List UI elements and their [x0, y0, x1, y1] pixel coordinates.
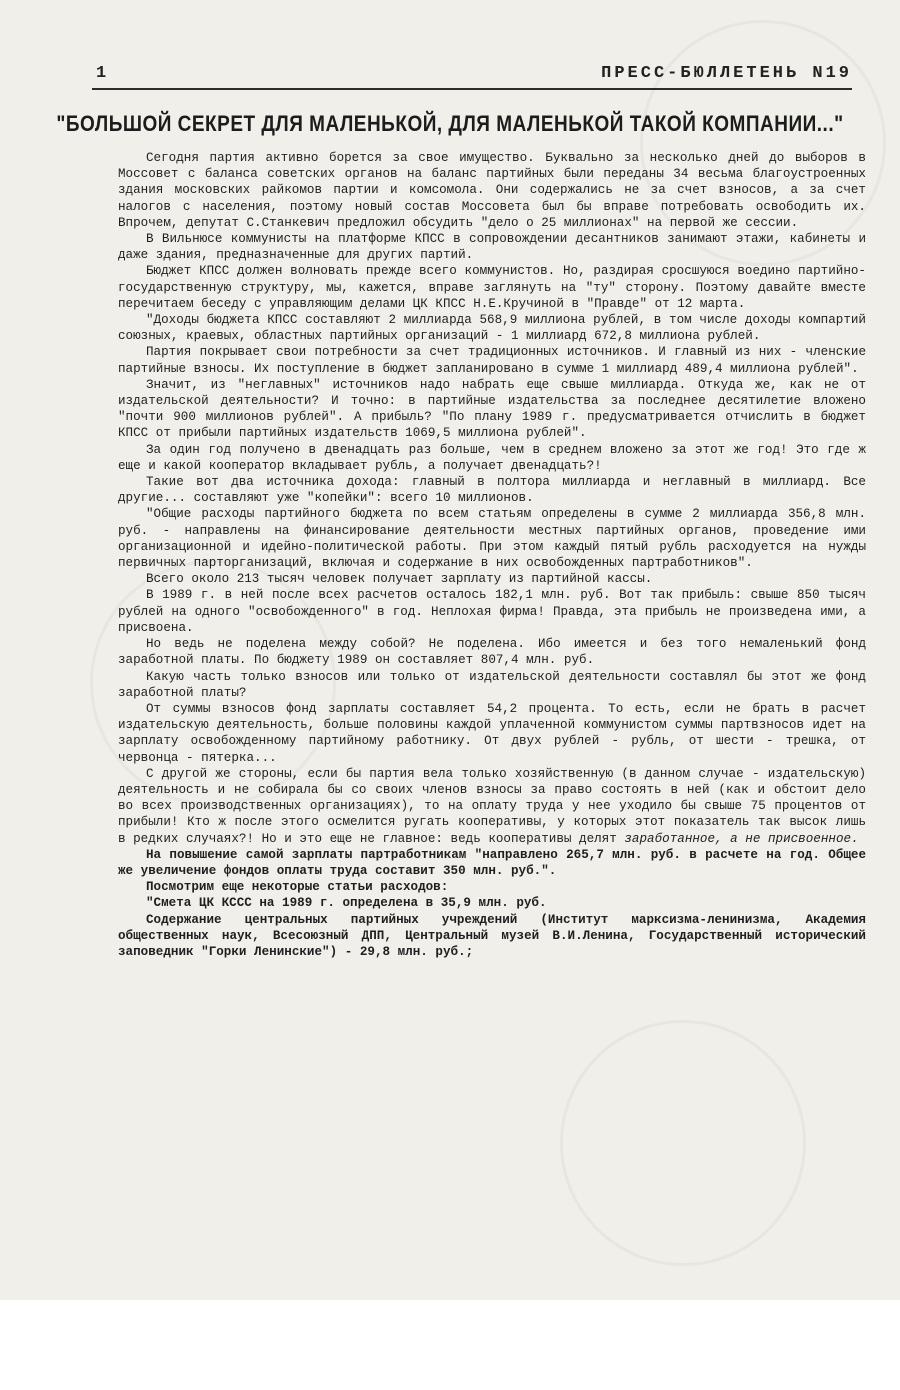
paragraph: Содержание центральных партийных учреждений (Институт марксизма-ленинизма, Академия общественных наук, Всесоюзный ДПП, Центральный музей В.И.Ленина, Государственный исторический заповедник "Горки Ленинские") - 29,8 млн. руб.; — [118, 912, 866, 959]
page-number: 1 — [96, 64, 108, 83]
paragraph: "Общие расходы партийного бюджета по всем статьям определены в сумме 2 миллиарда 356,8 млн. руб. - направлены на финансирование деятельности местных партийных органов, проведение ими организационной и идейно-политической работы. При этом каждый пятый рубль расходуется на нужды первичных парторганизаций, включая и содержание в них освобожденных партработников". — [118, 507, 866, 571]
paragraph: Посмотрим еще некоторые статьи расходов: — [146, 880, 449, 895]
paragraph: В Вильнюсе коммунисты на платформе КПСС в сопровождении десантников занимают этажи, кабинеты и даже здания, предназначенные для других партий. — [118, 232, 866, 263]
paragraph: На повышение самой зарплаты партработникам "направлено 265,7 млн. руб. в расчете на год. Общее же увеличение фондов оплаты труда составит 350 млн. руб.". — [118, 847, 866, 878]
paragraph: От суммы взносов фонд зарплаты составляет 54,2 процента. То есть, если не брать в расчет издательскую деятельность, больше половины каждой уплаченной коммунистом суммы партвзносов идет на зарплату освобожденному партийному работнику. От двух рублей - рубль, от шести - трешка, от червонца - пятерка... — [118, 701, 866, 765]
paragraph: Бюджет КПСС должен волновать прежде всего коммунистов. Но, раздирая сросшуюся воедино партийно-государственную структуру, мы, кажется, вправе заглянуть на "ту" сторону. Поэтому давайте вместе перечитаем беседу с управляющим делами ЦК КПСС Н.Е.Кручиной в "Правде" от 12 марта. — [118, 264, 866, 311]
paragraph: Но ведь не поделена между собой? Не поделена. Ибо имеется и без того немаленький фонд заработной платы. По бюджету 1989 он составляет 807,4 млн. руб. — [118, 637, 866, 668]
paragraph: Какую часть только взносов или только от издательской деятельности составлял бы этот же фонд заработной платы? — [118, 669, 866, 700]
paragraph: За один год получено в двенадцать раз больше, чем в среднем вложено за этот же год! Это где ж еще и какой кооператор вкладывает рубль, а получает двенадцать?! — [118, 442, 866, 473]
paragraph: Такие вот два источника дохода: главный в полтора миллиарда и неглавный в миллиард. Все другие... составляют уже "копейки": всего 10 миллионов. — [118, 475, 866, 506]
paragraph: Партия покрывает свои потребности за счет традиционных источников. И главный из них - членские партийные взносы. Их поступление в бюджет запланировано в сумме 1 миллиард 489,4 миллиона рублей". — [118, 345, 866, 376]
italic-phrase: заработанное, а не присвоенное. — [624, 831, 859, 846]
paragraph: В 1989 г. в ней после всех расчетов осталось 182,1 млн. руб. Вот так прибыль: свыше 850 тысяч рублей на одного "освобожденного" в год. Неплохая фирма! Правда, эта прибыль не произведена ими, а присвоена. — [118, 588, 866, 635]
paragraph: "Доходы бюджета КПСС составляют 2 миллиарда 568,9 миллиона рублей, в том числе доходы компартий союзных, краевых, областных партийных организаций - 1 миллиард 672,8 миллиона рублей. — [118, 313, 866, 344]
paragraph-text: С другой же стороны, если бы партия вела только хозяйственную (в данном случае - издательскую) деятельность и не собирала бы со своих членов взносы за право состоять в ней (как и обстоит дело во всех производственных организациях), то на оплату труда у нее уходило бы свыше 75 процентов от прибыли! Кто ж после этого осмелится ругать кооперативы, у которых этот показатель так высок лишь в редких случаях?! Но и это еще не главное: ведь кооперативы делят — [118, 766, 866, 846]
paragraph: Всего около 213 тысяч человек получает зарплату из партийной кассы. — [146, 572, 653, 587]
paragraph-with-italic — [118, 766, 866, 847]
page-header — [92, 64, 852, 90]
article-body — [118, 150, 866, 960]
bulletin-title: ПРЕСС-БЮЛЛЕТЕНЬ N19 — [601, 64, 852, 83]
paragraph: Сегодня партия активно борется за свое имущество. Буквально за несколько дней до выборов в Моссовет с баланса советских органов на баланс партийных были переданы 34 весьма благоустроенных здания московских райкомов партии и комсомола. Они содержались не за счет взносов, а за счет налогов с населения, поэтому новый состав Моссовета был бы вправе потребовать освободить их. Впрочем, депутат С.Станкевич предложил обсудить "дело о 25 миллионах" на первой же сессии. — [118, 151, 866, 230]
paragraph: Значит, из "неглавных" источников надо набрать еще свыше миллиарда. Откуда же, как не от издательской деятельности? И точно: в партийные издательства за последнее десятилетие вложено "почти 900 миллионов рублей". А прибыль? "По плану 1989 г. предусматривается отчислить в бюджет КПСС от прибыли партийных издательств 1069,5 миллиона рублей". — [118, 377, 866, 441]
paragraph: "Смета ЦК КССС на 1989 г. определена в 35,9 млн. руб. — [146, 896, 547, 911]
article-title: "БОЛЬШОЙ СЕКРЕТ ДЛЯ МАЛЕНЬКОЙ, ДЛЯ МАЛЕНЬКОЙ ТАКОЙ КОМПАНИИ..." — [56, 112, 844, 137]
watermark-stamp — [560, 1020, 806, 1266]
